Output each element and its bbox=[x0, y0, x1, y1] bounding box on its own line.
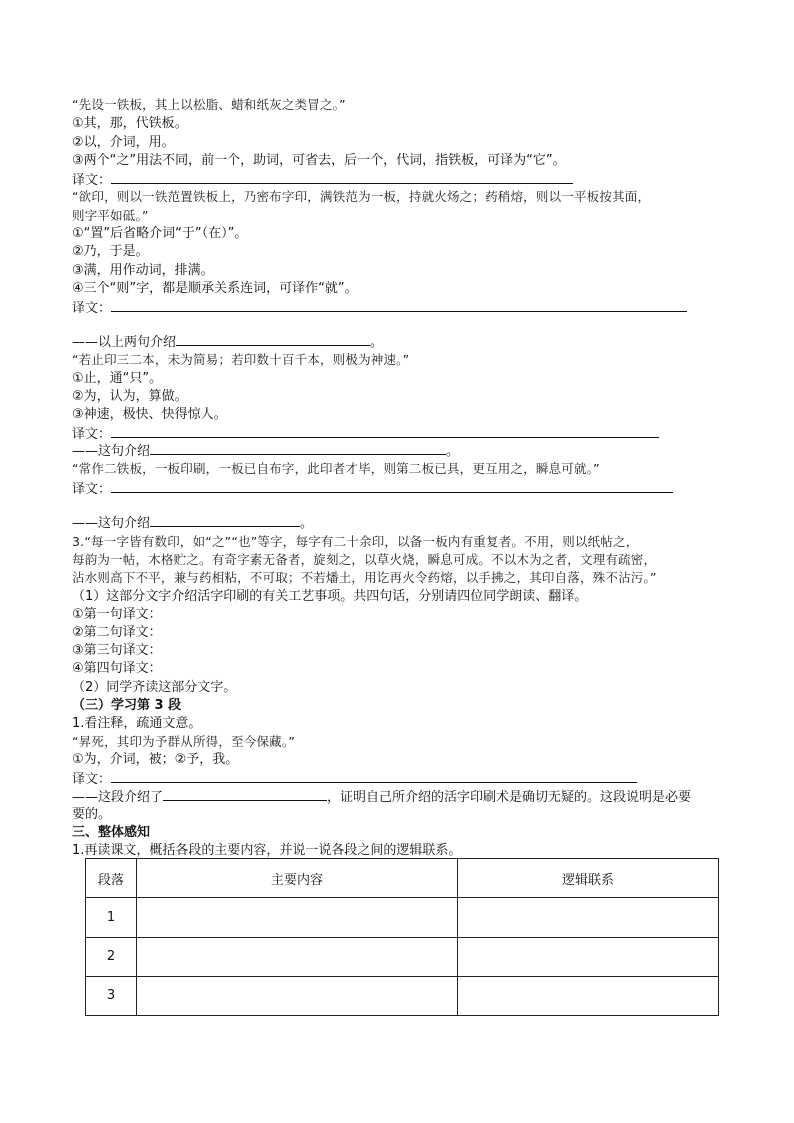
sentence-3-translation[interactable]: ③第三句译文： bbox=[72, 643, 162, 658]
note-1-1: ①其，那，代铁板。 bbox=[72, 116, 188, 131]
section-heading-para-3: （三）学习第 3 段 bbox=[72, 698, 182, 713]
translation-label: 译文： bbox=[72, 772, 112, 787]
sentence-4-translation[interactable]: ④第四句译文： bbox=[72, 661, 162, 676]
translation-line-1[interactable] bbox=[72, 170, 573, 190]
intro-this-sentence-1[interactable] bbox=[72, 442, 459, 461]
row-number: 2 bbox=[86, 937, 137, 976]
intro-two-sentences[interactable] bbox=[72, 333, 383, 352]
table-row bbox=[86, 976, 719, 1015]
answer-blank[interactable] bbox=[111, 298, 687, 312]
table-header-row bbox=[86, 859, 719, 898]
translation-line-3[interactable] bbox=[72, 424, 659, 444]
note-2-3: ③满，用作动词，排满。 bbox=[72, 263, 214, 278]
section-3-quote-line-1: 3.“每一字皆有数印，如“之”“也”等字，每字有二十余印，以备一板内有重复者。不用，则以纸帖之， bbox=[72, 534, 639, 549]
summary-table bbox=[85, 858, 719, 1016]
quote-1: “先设一铁板，其上以松脂、蜡和纸灰之类冒之。” bbox=[72, 97, 346, 112]
note-3-2: ②为，认为，算做。 bbox=[72, 389, 188, 404]
section-3-task-2: （2）同学齐读这部分文字。 bbox=[72, 680, 237, 695]
translation-label: 译文： bbox=[72, 173, 112, 188]
column-header-paragraph: 段落 bbox=[86, 859, 137, 898]
translation-line-2[interactable] bbox=[72, 298, 687, 318]
quote-3: “若止印三二本，未为简易；若印数十百千本，则极为神速。” bbox=[72, 352, 410, 367]
intro-label: ——以上两句介绍 bbox=[72, 335, 177, 350]
intro-paragraph-end: 要的。 bbox=[72, 807, 112, 822]
main-content-cell[interactable] bbox=[137, 937, 458, 976]
note-3-3: ③神速，极快、快得惊人。 bbox=[72, 407, 227, 422]
section-3-quote-line-2: 每韵为一帖，木格贮之。有奇字素无备者，旋刻之，以草火烧，瞬息可成。不以木为之者，文理有疏密， bbox=[72, 552, 657, 567]
quote-5: “昇死，其印为予群从所得，至今保藏。” bbox=[72, 734, 296, 749]
answer-blank[interactable] bbox=[176, 333, 370, 346]
main-content-cell[interactable] bbox=[137, 898, 458, 937]
period: 。 bbox=[446, 444, 460, 459]
quote-2-line-b: 则字平如砥。” bbox=[72, 208, 149, 223]
note-2-4: ④三个“则”字，都是顺承关系连词，可译作“就”。 bbox=[72, 281, 358, 296]
table-row bbox=[86, 937, 719, 976]
intro-continuation: ，证明自己所介绍的活字印刷术是确切无疑的。这段说明是必要 bbox=[327, 790, 692, 805]
answer-blank[interactable] bbox=[111, 170, 573, 184]
overall-task-1: 1.再读课文，概括各段的主要内容，并说一说各段之间的逻辑联系。 bbox=[72, 843, 462, 858]
answer-blank[interactable] bbox=[111, 424, 659, 438]
logic-cell[interactable] bbox=[458, 976, 719, 1015]
intro-label: ——这句介绍 bbox=[72, 444, 151, 459]
answer-blank[interactable] bbox=[111, 479, 673, 493]
para-3-task-1: 1.看注释，疏通文意。 bbox=[72, 716, 202, 731]
note-3-1: ①止，通“只”。 bbox=[72, 371, 163, 386]
section-3-task-1: （1）这部分文字介绍活字印刷的有关工艺事项。共四句话，分别请四位同学朗读、翻译。 bbox=[72, 589, 588, 604]
section-3-quote-line-3: 沾水则高下不平，兼与药相粘，不可取；不若燔土，用讫再火令药熔，以手拂之，其印自落，殊不沾污。” bbox=[72, 570, 657, 585]
intro-paragraph[interactable] bbox=[72, 788, 691, 807]
period: 。 bbox=[370, 335, 384, 350]
answer-blank[interactable] bbox=[150, 514, 300, 527]
translation-label: 译文： bbox=[72, 427, 112, 442]
logic-cell[interactable] bbox=[458, 937, 719, 976]
translation-line-4[interactable] bbox=[72, 479, 673, 499]
note-5-1: ①为，介词，被；②予，我。 bbox=[72, 752, 239, 767]
note-1-3: ③两个“之”用法不同，前一个，助词，可省去，后一个，代词，指铁板，可译为“它”。 bbox=[72, 153, 566, 168]
table-row bbox=[86, 898, 719, 937]
logic-cell[interactable] bbox=[458, 898, 719, 937]
sentence-2-translation[interactable]: ②第二句译文： bbox=[72, 625, 162, 640]
answer-blank[interactable] bbox=[163, 788, 327, 801]
intro-label: ——这句介绍 bbox=[72, 516, 151, 531]
row-number: 1 bbox=[86, 898, 137, 937]
answer-blank[interactable] bbox=[111, 769, 637, 783]
column-header-main-content: 主要内容 bbox=[137, 859, 458, 898]
section-heading-overall: 三、整体感知 bbox=[72, 825, 151, 840]
sentence-1-translation[interactable]: ①第一句译文： bbox=[72, 607, 162, 622]
intro-label: ——这段介绍了 bbox=[72, 790, 164, 805]
translation-label: 译文： bbox=[72, 301, 112, 316]
quote-4: “常作二铁板，一板印刷，一板已自布字，此印者才毕，则第二板已具，更互用之，瞬息可就。” bbox=[72, 461, 600, 476]
answer-blank[interactable] bbox=[150, 442, 446, 455]
note-2-1: ①“置”后省略介词“于”（在）”。 bbox=[72, 226, 248, 241]
translation-line-5[interactable] bbox=[72, 769, 637, 789]
period: 。 bbox=[300, 516, 314, 531]
quote-2-line-a: “欲印，则以一铁范置铁板上，乃密布字印，满铁范为一板，持就火炀之；药稍熔，则以一平板按其面， bbox=[72, 189, 651, 204]
intro-this-sentence-2[interactable] bbox=[72, 514, 313, 533]
note-1-2: ②以，介词，用。 bbox=[72, 135, 175, 150]
main-content-cell[interactable] bbox=[137, 976, 458, 1015]
note-2-2: ②乃，于是。 bbox=[72, 244, 149, 259]
translation-label: 译文： bbox=[72, 482, 112, 497]
column-header-logic: 逻辑联系 bbox=[458, 859, 719, 898]
row-number: 3 bbox=[86, 976, 137, 1015]
